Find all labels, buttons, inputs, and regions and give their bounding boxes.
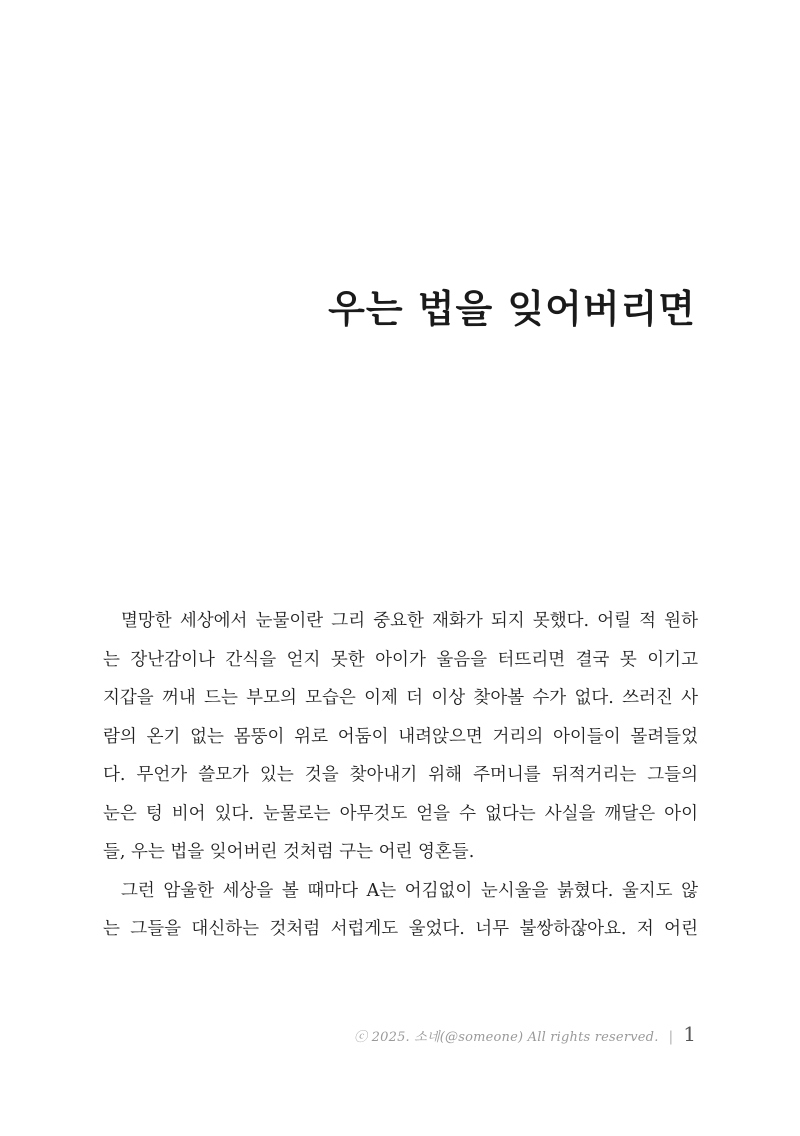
footer-separator: | — [668, 1029, 674, 1045]
paragraph-line: 는 그들을 대신하는 것처럼 서럽게도 울었다. 너무 불쌍하잖아요. 저 어린 — [103, 919, 698, 939]
paragraph-line: 는 장난감이나 간식을 얻지 못한 아이가 울음을 터뜨리면 결국 못 이기고 — [103, 649, 698, 670]
paragraph-line: 눈은 텅 비어 있다. 눈물로는 아무것도 얻을 수 없다는 사실을 깨달은 아이 — [103, 803, 698, 824]
copyright-notice: ⓒ 2025. 소네(@someone) All rights reserved. — [354, 1030, 659, 1045]
paragraph-line: 다. 무언가 쓸모가 있는 것을 찾아내기 위해 주머니를 뒤적거리는 그들의 — [103, 765, 698, 785]
paragraph-line: 지갑을 꺼내 드는 부모의 모습은 이제 더 이상 찾아볼 수가 없다. 쓰러진 사 — [103, 688, 698, 708]
page-footer — [354, 1022, 696, 1046]
page-number: 1 — [683, 1022, 696, 1046]
paragraph-line: 들, 우는 법을 잊어버린 것처럼 구는 어린 영혼들. — [103, 842, 475, 862]
paragraph-line: 멸망한 세상에서 눈물이란 그리 중요한 재화가 되지 못했다. 어릴 적 원하 — [121, 611, 698, 631]
chapter-title: 우는 법을 잊어버리면 — [328, 286, 696, 331]
paragraph-line: 람의 온기 없는 몸뚱이 위로 어둠이 내려앉으면 거리의 아이들이 몰려들었 — [103, 726, 698, 747]
paragraph-line: 그런 암울한 세상을 볼 때마다 A는 어김없이 눈시울을 붉혔다. 울지도 않 — [121, 880, 698, 901]
body-text — [103, 602, 698, 949]
